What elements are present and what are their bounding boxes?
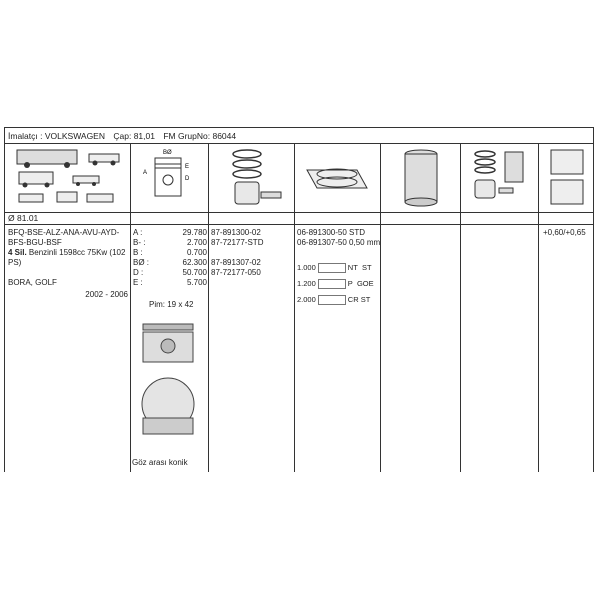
dim-value: 29.780	[182, 228, 207, 237]
svg-text:A: A	[143, 170, 148, 176]
dim-label: A :	[133, 228, 143, 237]
group-number: FM GrupNo: 86044	[163, 131, 237, 141]
svg-text:E: E	[185, 164, 190, 170]
ring-number: 06-891300-50 STD	[297, 228, 366, 237]
dim-label: D :	[133, 268, 144, 277]
cylinder-count: 4 Sil.	[8, 248, 27, 257]
col-divider	[380, 144, 381, 472]
ring-numbers	[297, 228, 380, 248]
ring-spec	[297, 260, 374, 276]
dim-value: 62.300	[182, 258, 207, 267]
ring-specs	[297, 260, 374, 308]
bore-row	[5, 212, 593, 225]
ring-profile-icon	[318, 295, 346, 305]
piston-number	[211, 248, 263, 258]
dim-labels	[133, 228, 149, 288]
dim-value: 0.700	[186, 248, 207, 257]
dim-label: B- :	[133, 238, 146, 247]
ring-number: 06-891307-50 0,50 mm	[297, 238, 381, 247]
piston-dimension-icon	[133, 144, 207, 212]
ring-spec	[297, 292, 374, 308]
oversize-icon	[541, 144, 593, 212]
ring-material: GOE	[356, 279, 374, 288]
engine-spec: Benzinli 1598cc 75Kw (102	[28, 248, 126, 257]
engine-desc-2: PS)	[8, 258, 22, 267]
col-divider	[294, 144, 295, 472]
engine-codes-1: BFQ-BSE-ALZ-ANA-AVU-AYD-	[8, 228, 120, 237]
dim-label: BØ :	[133, 258, 150, 267]
pin-size: Pim: 19 x 42	[149, 300, 194, 309]
ring-profile-icon	[318, 279, 346, 289]
manufacturer: İmalatçı : VOLKSWAGEN	[8, 131, 105, 141]
col-divider	[208, 144, 209, 472]
header-row	[5, 128, 593, 144]
bore-diameter: Çap: 81,01	[113, 131, 155, 141]
piston-top-image	[137, 374, 199, 444]
svg-text:D: D	[185, 176, 190, 182]
dim-value: 2.700	[186, 238, 207, 247]
dim-value: 50.700	[182, 268, 207, 277]
piston-numbers	[211, 228, 263, 278]
dim-value: 5.700	[186, 278, 207, 287]
vehicles-icon	[7, 144, 129, 212]
ring-type: P	[347, 279, 353, 288]
piston-rings-icon	[211, 144, 293, 212]
oversize-values: +0,60/+0,65	[543, 228, 586, 237]
ring-profile-icon	[318, 263, 346, 273]
piston-number: 87-891307-02	[211, 258, 261, 267]
ring-set-icon	[297, 144, 379, 212]
cylinder-liner-icon	[383, 144, 459, 212]
ring-material: ST	[361, 263, 372, 272]
ring-material: CR ST	[347, 295, 371, 304]
ring-size: 1.200	[297, 279, 316, 288]
piston-side-image	[137, 318, 199, 368]
piston-number: 87-72177-STD	[211, 238, 264, 247]
engine-codes-2: BFS-BGU-BSF	[8, 238, 62, 247]
ring-spec	[297, 276, 374, 292]
diameter-icon: Ø	[8, 213, 15, 223]
dim-values	[165, 228, 207, 288]
engine-desc	[8, 248, 125, 258]
col-divider	[538, 144, 539, 472]
years: 2002 - 2006	[85, 290, 128, 299]
ring-size: 1.000	[297, 263, 316, 272]
col-divider	[130, 144, 131, 472]
bore-value: 81.01	[17, 213, 39, 223]
ring-type: NT	[347, 263, 358, 272]
col-divider	[460, 144, 461, 472]
note: Göz arası konik	[132, 458, 188, 467]
piston-number: 87-72177-050	[211, 268, 261, 277]
kit-icon	[463, 144, 537, 212]
vehicle-model: BORA, GOLF	[8, 278, 57, 287]
ring-size: 2.000	[297, 295, 316, 304]
piston-number: 87-891300-02	[211, 228, 261, 237]
dim-label: B :	[133, 248, 143, 257]
catalog-sheet	[4, 127, 594, 472]
dim-label: E :	[133, 278, 143, 287]
svg-text:BØ: BØ	[163, 150, 172, 156]
